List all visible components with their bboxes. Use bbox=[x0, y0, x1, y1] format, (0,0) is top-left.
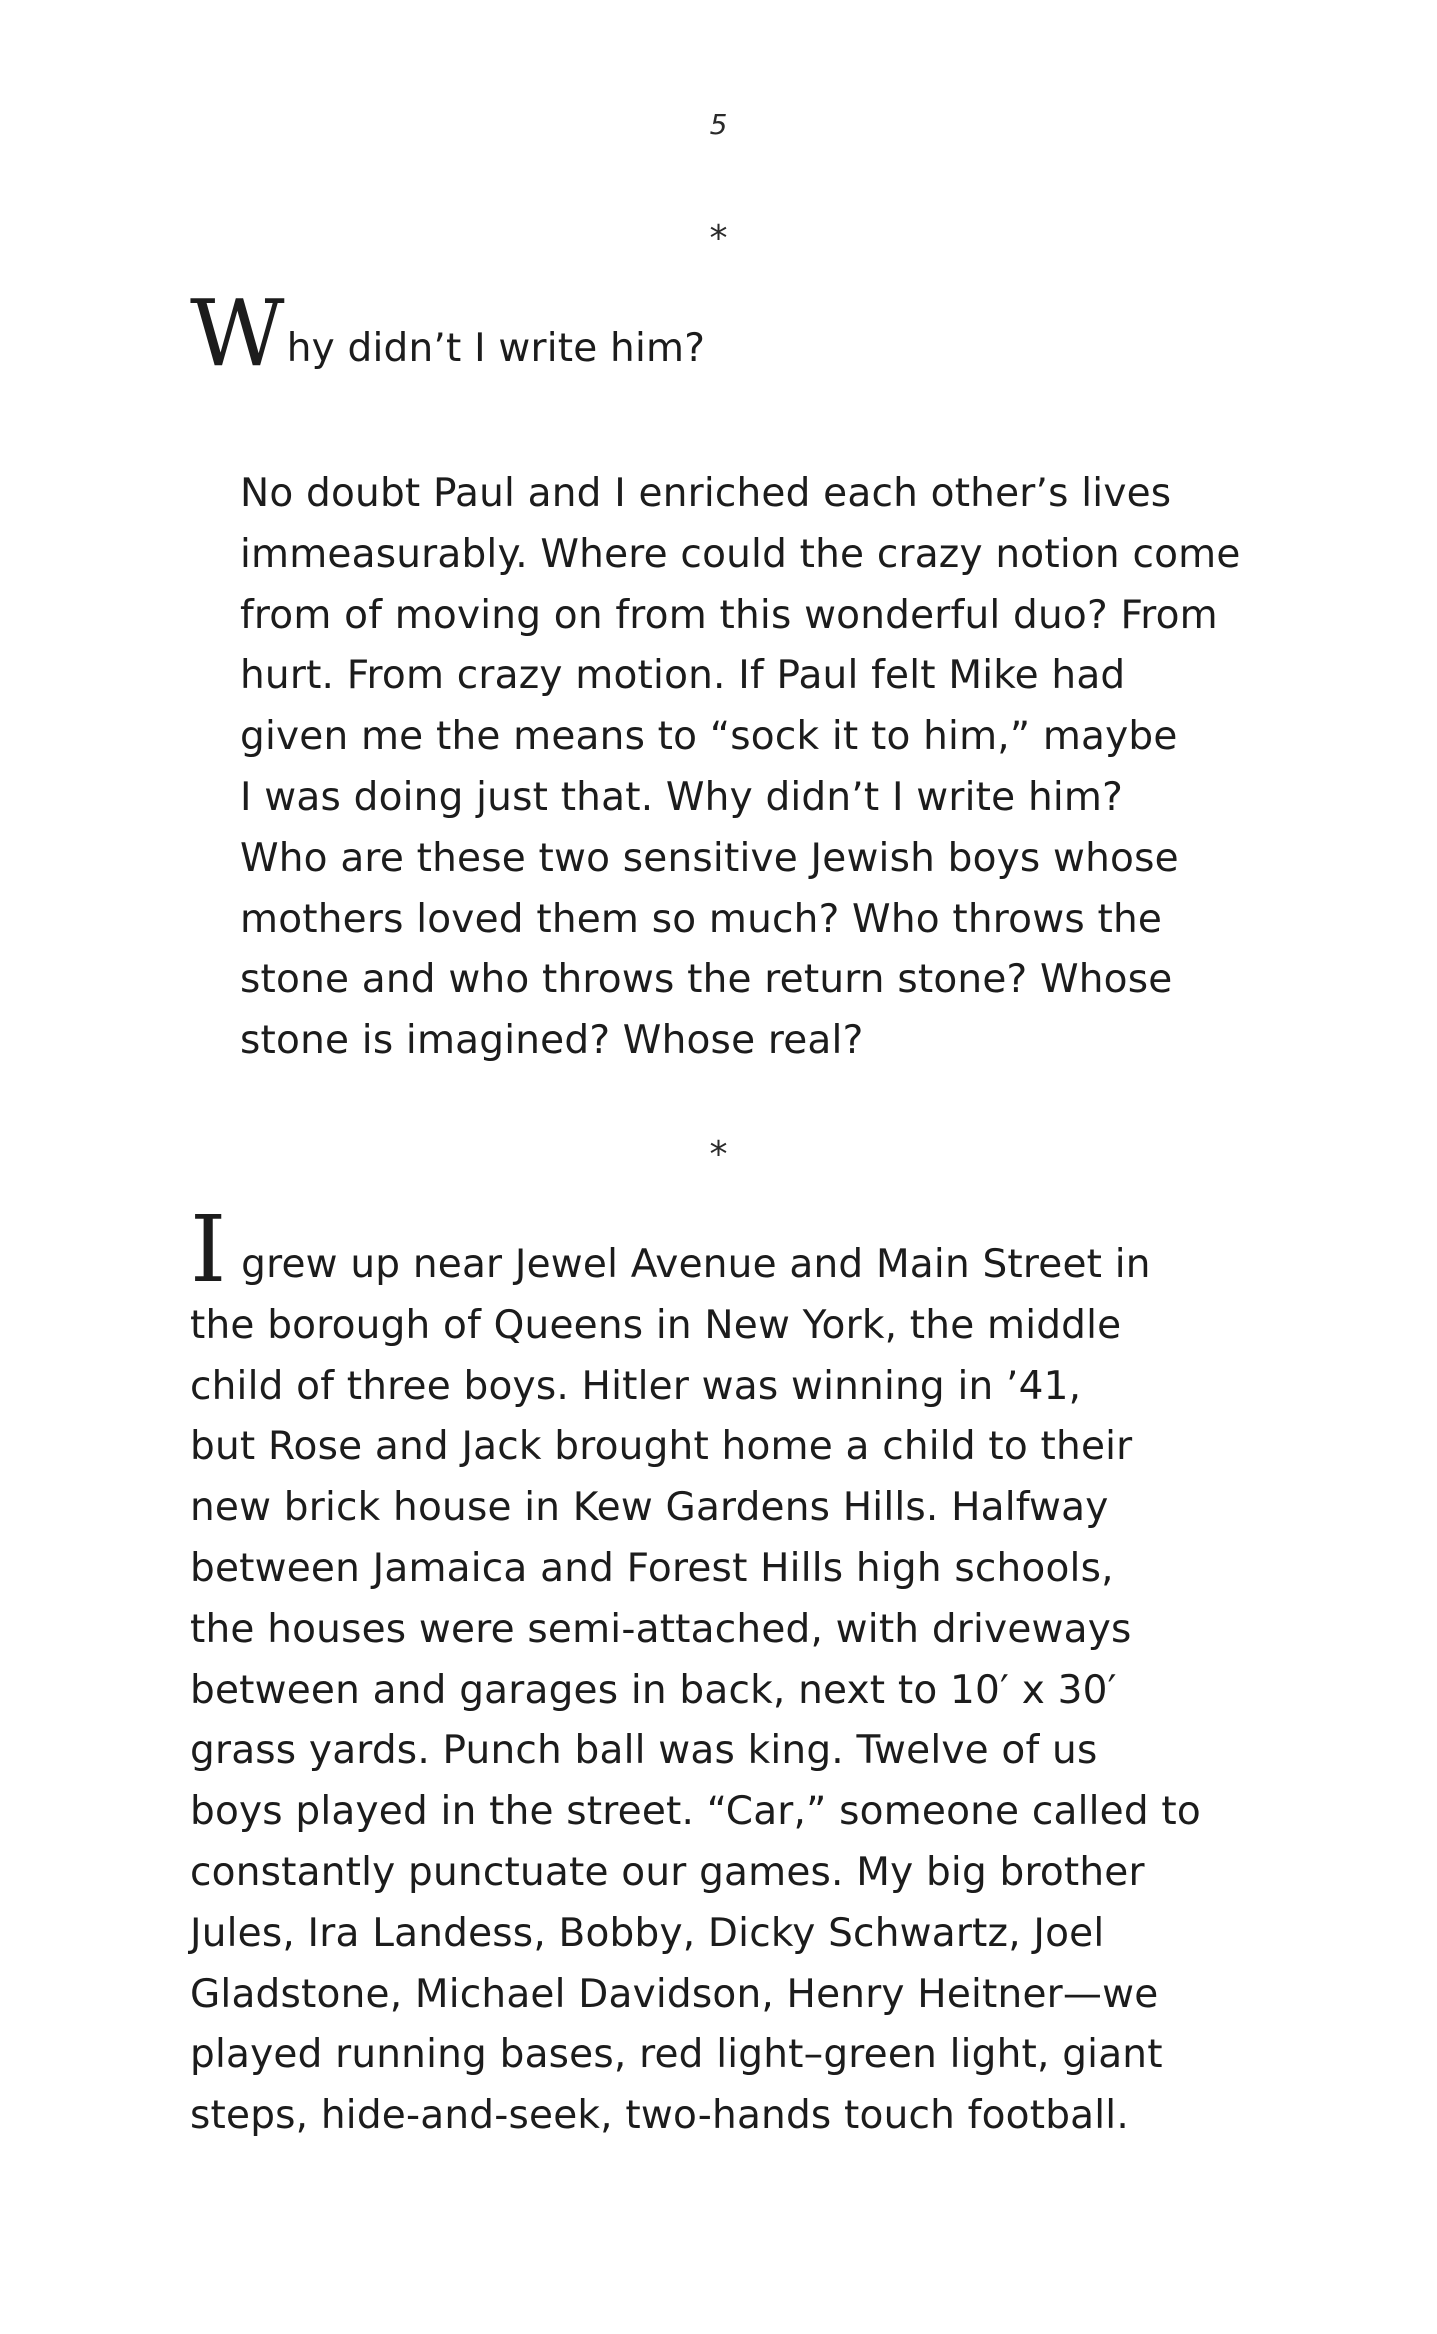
text-line: the houses were semi-attached, with driveways bbox=[190, 1606, 1132, 1652]
section-separator: * bbox=[709, 218, 728, 259]
paragraph-childhood bbox=[190, 1196, 1250, 2147]
text-line: immeasurably. Where could the crazy notion come bbox=[240, 531, 1241, 577]
paragraph bbox=[190, 464, 1250, 1072]
text-line: child of three boys. Hitler was winning in ’41, bbox=[190, 1363, 1082, 1409]
text-line: the borough of Queens in New York, the middle bbox=[190, 1302, 1122, 1348]
text-line: constantly punctuate our games. My big brother bbox=[190, 1849, 1145, 1895]
paragraph bbox=[190, 1196, 1250, 2147]
text-line: Who are these two sensitive Jewish boys whose bbox=[240, 835, 1179, 881]
text-line: hurt. From crazy motion. If Paul felt Mike had bbox=[240, 653, 1126, 699]
text-line: No doubt Paul and I enriched each other’s lives bbox=[240, 471, 1172, 516]
paragraph-reflection bbox=[190, 464, 1250, 1072]
text-line: mothers loved them so much? Who throws the bbox=[240, 896, 1163, 942]
text-line: but Rose and Jack brought home a child to their bbox=[190, 1424, 1133, 1470]
text-line: played running bases, red light–green light, giant bbox=[190, 2032, 1163, 2078]
opening-line bbox=[190, 280, 1250, 389]
opening-question bbox=[190, 280, 1250, 389]
text-line: grass yards. Punch ball was king. Twelve of us bbox=[190, 1728, 1098, 1774]
text-line: boys played in the street. “Car,” someone called to bbox=[190, 1789, 1201, 1835]
drop-cap: I bbox=[190, 1196, 227, 1303]
page-number: 5 bbox=[709, 108, 728, 141]
text-line: between and garages in back, next to 10′ x 30′ bbox=[190, 1667, 1117, 1713]
text-line: Jules, Ira Landess, Bobby, Dicky Schwartz, Joel bbox=[190, 1910, 1105, 1956]
text-line: hy didn’t I write him? bbox=[286, 326, 706, 371]
text-line: between Jamaica and Forest Hills high schools, bbox=[190, 1545, 1114, 1591]
text-line-rest: grew up near Jewel Avenue and Main Street in bbox=[228, 1242, 1151, 1287]
drop-cap: W bbox=[190, 280, 285, 387]
text-line: from of moving on from this wonderful duo? From bbox=[240, 592, 1218, 638]
text-line: given me the means to “sock it to him,” maybe bbox=[240, 714, 1178, 760]
text-line: new brick house in Kew Gardens Hills. Halfway bbox=[190, 1485, 1109, 1531]
text-line bbox=[190, 1196, 1250, 1303]
text-line: steps, hide-and-seek, two-hands touch football. bbox=[190, 2093, 1129, 2139]
text-line: Gladstone, Michael Davidson, Henry Heitner—we bbox=[190, 1971, 1159, 2017]
section-separator: * bbox=[709, 1134, 728, 1175]
text-line: stone and who throws the return stone? Whose bbox=[240, 957, 1173, 1003]
text-line: stone is imagined? Whose real? bbox=[240, 1018, 864, 1064]
text-line: I was doing just that. Why didn’t I write him? bbox=[240, 774, 1123, 820]
